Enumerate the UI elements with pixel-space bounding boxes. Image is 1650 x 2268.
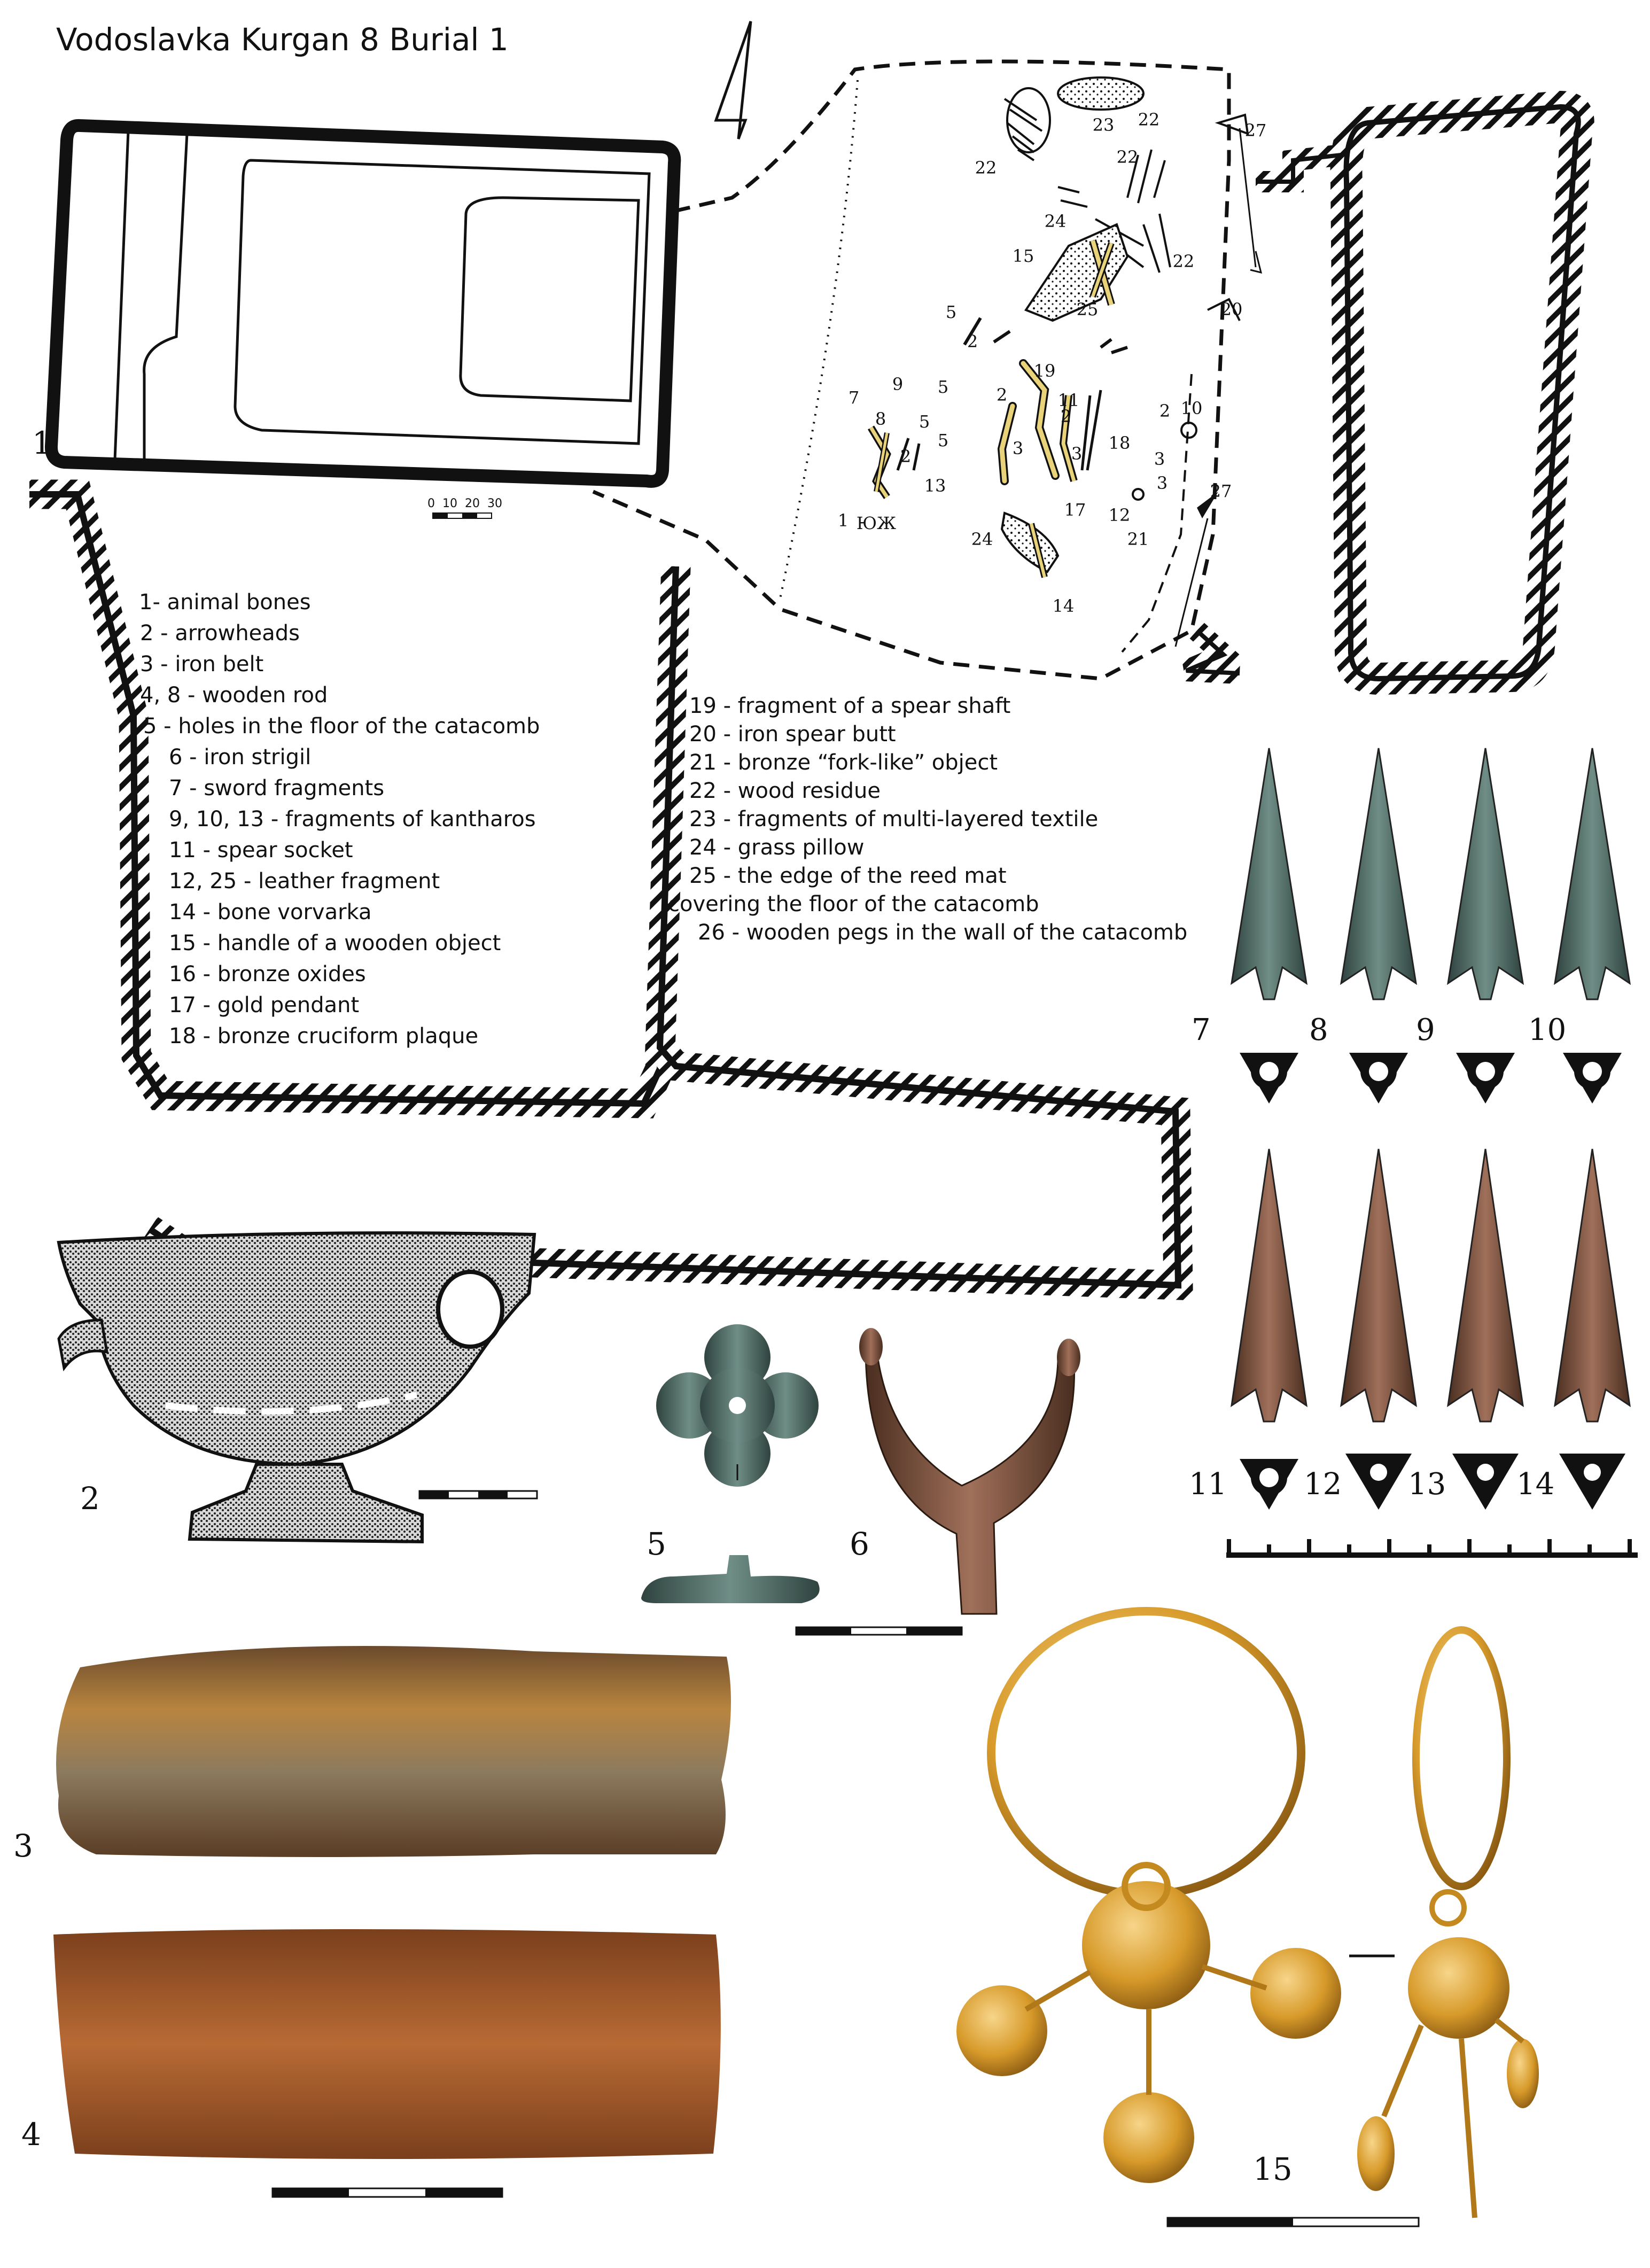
svg-text:2: 2 [900, 446, 912, 467]
svg-text:15: 15 [1012, 246, 1034, 266]
plan-scale-labels [427, 497, 502, 510]
profile-symbol-triangle-icon [1559, 1454, 1625, 1510]
legend-item-9: 11 - spear socket [169, 838, 353, 863]
profile-symbol-triangle-icon [1452, 1454, 1519, 1510]
legend-item-25: 25 - the edge of the reed mat [689, 864, 1007, 888]
legend-item-26: 26 - wooden pegs in the wall of the catacomb [698, 920, 1188, 945]
svg-text:21: 21 [1127, 529, 1149, 549]
legend-item-14: 17 - gold pendant [169, 993, 360, 1018]
svg-text:8: 8 [875, 409, 886, 429]
svg-text:14: 14 [1052, 596, 1075, 616]
kantharos-drawing [59, 1233, 537, 1542]
svg-text:2: 2 [996, 385, 1008, 405]
arrowhead-7 [1232, 748, 1306, 999]
legend-item-25-cont: covering the floor of the catacomb [668, 892, 1039, 916]
svg-text:22: 22 [1116, 147, 1139, 167]
arrowhead-10 [1555, 748, 1630, 999]
arrowhead-number-10: 10 [1528, 1013, 1567, 1047]
figure-number-fork: 6 [850, 1526, 869, 1562]
legend-left [139, 587, 540, 1052]
figure-title: Vodoslavka Kurgan 8 Burial 1 [56, 21, 509, 58]
figure-number-plan: 1 [32, 425, 52, 461]
svg-text:5: 5 [937, 377, 949, 397]
legend-item-20: 20 - iron spear butt [689, 722, 896, 747]
svg-text:22: 22 [1172, 251, 1195, 271]
svg-text:ЮЖ: ЮЖ [856, 513, 897, 533]
legend-item-8: 9, 10, 13 - fragments of kantharos [169, 807, 536, 832]
svg-text:1: 1 [837, 510, 849, 531]
arrowhead-number-9: 9 [1416, 1013, 1435, 1047]
legend-item-12: 15 - handle of a wooden object [169, 931, 501, 956]
svg-text:5: 5 [945, 302, 957, 322]
fork-like-object [859, 1328, 1080, 1614]
svg-text:3: 3 [1012, 438, 1024, 459]
legend-item-4: 4, 8 - wooden rod [140, 683, 328, 708]
arrowhead-number-14: 14 [1516, 1467, 1555, 1502]
profile-symbol-triangle-icon [1345, 1454, 1412, 1510]
arrowheads [1232, 748, 1630, 1510]
svg-text:17: 17 [1064, 500, 1086, 520]
arrowhead-14 [1555, 1149, 1630, 1422]
svg-text:22: 22 [1138, 110, 1160, 130]
legend-item-23: 23 - fragments of multi-layered textile [689, 807, 1099, 832]
chamber-finds [871, 77, 1261, 647]
svg-text:18: 18 [1108, 433, 1131, 453]
legend-item-13: 16 - bronze oxides [169, 962, 366, 987]
svg-text:7: 7 [848, 387, 860, 408]
arrowhead-8 [1341, 748, 1416, 999]
legend-item-6: 6 - iron strigil [169, 745, 312, 770]
svg-text:11: 11 [1057, 390, 1080, 410]
svg-text:2: 2 [967, 331, 978, 352]
arrowhead-11 [1232, 1149, 1306, 1422]
scale-label-10: 10 [442, 497, 457, 510]
arrowhead-number-11: 11 [1189, 1467, 1227, 1502]
svg-text:23: 23 [1092, 115, 1115, 135]
svg-text:2: 2 [1159, 401, 1171, 421]
arrowhead-number-8: 8 [1309, 1013, 1328, 1047]
profile-symbol-ring-icon [1349, 1053, 1408, 1104]
scale-label-20: 20 [465, 497, 480, 510]
svg-text:2: 2 [1060, 406, 1072, 426]
profile-symbol-ring-icon [1563, 1053, 1622, 1104]
legend-item-2: 2 - arrowheads [140, 621, 300, 646]
arrowhead-number-12: 12 [1304, 1467, 1342, 1502]
iron-belt-front [56, 1646, 731, 1857]
figure-number-kantharos: 2 [80, 1480, 100, 1517]
arrowhead-number-7: 7 [1192, 1013, 1211, 1047]
figure-number-pendant: 15 [1253, 2151, 1293, 2187]
svg-text:3: 3 [1154, 449, 1165, 469]
iron-belt-back [53, 1929, 721, 2197]
arrowhead-13 [1448, 1149, 1523, 1422]
profile-symbol-ring-icon [1240, 1459, 1298, 1510]
legend-item-11: 14 - bone vorvarka [169, 900, 372, 925]
scale-label-0: 0 [427, 497, 435, 510]
legend-item-19: 19 - fragment of a spear shaft [689, 694, 1011, 718]
legend-item-5: 5 - holes in the floor of the catacomb [143, 714, 540, 739]
svg-text:12: 12 [1108, 505, 1131, 525]
legend-item-15: 18 - bronze cruciform plaque [169, 1024, 479, 1048]
figure-number-belt-back: 4 [21, 2116, 41, 2153]
svg-text:19: 19 [1033, 361, 1056, 381]
dromos-outline [51, 126, 674, 481]
profile-symbol-ring-icon [1456, 1053, 1515, 1104]
wall-fragments [1186, 155, 1341, 673]
svg-text:24: 24 [971, 529, 993, 549]
svg-text:3: 3 [1156, 473, 1168, 493]
svg-text:24: 24 [1044, 211, 1067, 231]
svg-text:27: 27 [1210, 481, 1232, 501]
scale-label-30: 30 [487, 497, 502, 510]
svg-text:3: 3 [1071, 444, 1083, 464]
svg-text:5: 5 [937, 430, 949, 451]
svg-text:22: 22 [975, 158, 997, 178]
legend-item-3: 3 - iron belt [140, 652, 264, 677]
plan-scale-bar [433, 513, 492, 518]
legend-item-10: 12, 25 - leather fragment [169, 869, 440, 894]
svg-text:27: 27 [1244, 120, 1267, 141]
legend-right [668, 692, 1187, 947]
svg-text:13: 13 [924, 476, 946, 496]
legend-item-21: 21 - bronze “fork-like” object [689, 750, 998, 775]
arrowhead-scale-bar [1226, 1539, 1638, 1558]
legend-item-7: 7 - sword fragments [169, 776, 385, 801]
arrowhead-9 [1448, 748, 1523, 999]
figure-number-plaque: 5 [647, 1526, 666, 1562]
svg-text:5: 5 [919, 411, 930, 432]
svg-text:10: 10 [1180, 398, 1203, 418]
arrowhead-12 [1341, 1149, 1416, 1422]
arrowhead-number-13: 13 [1408, 1467, 1446, 1502]
legend-item-24: 24 - grass pillow [689, 835, 865, 860]
profile-symbol-ring-icon [1240, 1053, 1298, 1104]
svg-text:9: 9 [892, 374, 904, 394]
section-oval [1347, 107, 1578, 679]
svg-text:20: 20 [1220, 299, 1243, 320]
north-arrow-icon [716, 21, 751, 139]
svg-text:25: 25 [1076, 299, 1099, 320]
figure-number-belt-front: 3 [13, 1828, 33, 1864]
gold-pendant [956, 1611, 1539, 2226]
legend-item-1: 1- animal bones [139, 590, 311, 615]
legend-item-22: 22 - wood residue [689, 779, 881, 803]
